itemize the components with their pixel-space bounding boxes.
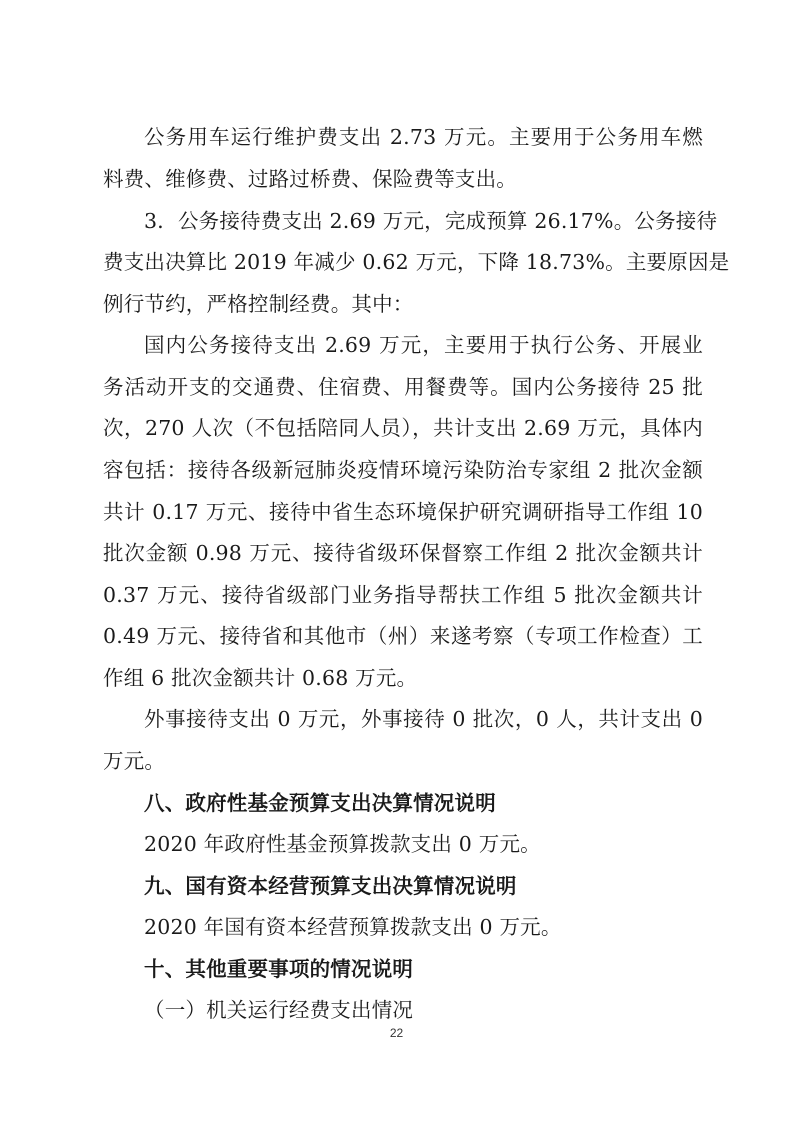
section-heading: 八、政府性基金预算支出决算情况说明	[144, 791, 496, 815]
paragraph-line: 国内公务接待支出 2.69 万元，主要用于执行公务、开展业	[144, 333, 703, 357]
paragraph-line: 2020 年政府性基金预算拨款支出 0 万元。	[144, 832, 541, 856]
paragraph-line: 费支出决算比 2019 年减少 0.62 万元，下降 18.73%。主要原因是	[103, 250, 730, 274]
subsection-heading: （一）机关运行经费支出情况	[144, 998, 414, 1022]
section-heading: 九、国有资本经营预算支出决算情况说明	[144, 874, 517, 898]
paragraph-line: 3．公务接待费支出 2.69 万元，完成预算 26.17%。公务接待	[144, 209, 718, 233]
paragraph-line: 0.37 万元、接待省级部门业务指导帮扶工作组 5 批次金额共计	[103, 583, 703, 607]
paragraph-line: 0.49 万元、接待省和其他市（州）来遂考察（专项工作检查）工	[103, 624, 703, 648]
paragraph-line: 作组 6 批次金额共计 0.68 万元。	[103, 666, 418, 690]
paragraph-line: 容包括：接待各级新冠肺炎疫情环境污染防治专家组 2 批次金额	[103, 458, 703, 482]
paragraph-line: 次，270 人次（不包括陪同人员），共计支出 2.69 万元，具体内	[103, 416, 703, 440]
page-number: 22	[389, 1026, 404, 1040]
paragraph-line: 例行节约，严格控制经费。其中：	[103, 292, 414, 316]
paragraph-line: 万元。	[103, 749, 166, 773]
paragraph-line: 2020 年国有资本经营预算拨款支出 0 万元。	[144, 915, 562, 939]
paragraph-line: 公务用车运行维护费支出 2.73 万元。主要用于公务用车燃	[144, 125, 703, 149]
paragraph-line: 料费、维修费、过路过桥费、保险费等支出。	[103, 167, 517, 191]
section-heading: 十、其他重要事项的情况说明	[144, 957, 414, 981]
paragraph-line: 务活动开支的交通费、住宿费、用餐费等。国内公务接待 25 批	[103, 375, 703, 399]
paragraph-line: 外事接待支出 0 万元，外事接待 0 批次，0 人，共计支出 0	[144, 707, 703, 731]
paragraph-line: 批次金额 0.98 万元、接待省级环保督察工作组 2 批次金额共计	[103, 541, 703, 565]
paragraph-line: 共计 0.17 万元、接待中省生态环境保护研究调研指导工作组 10	[103, 500, 703, 524]
